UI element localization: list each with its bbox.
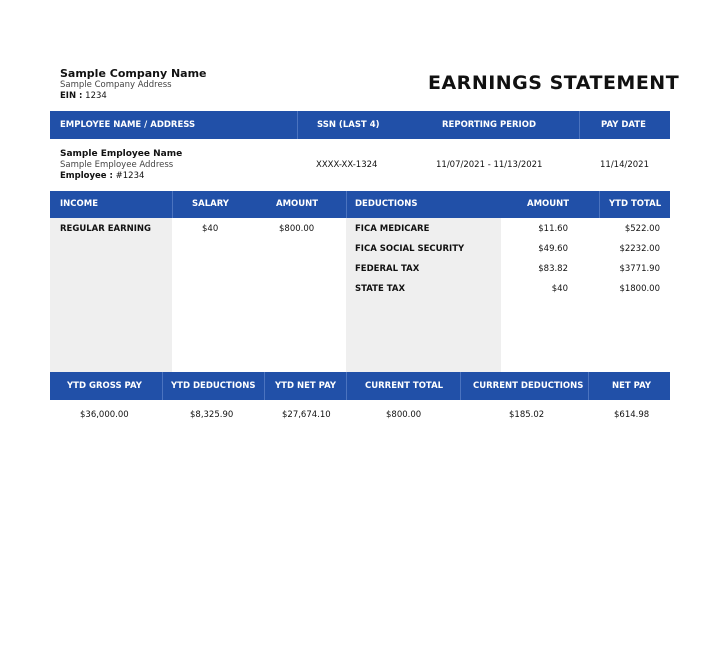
col-income: INCOME xyxy=(60,199,99,209)
employee-id-label: Employee : xyxy=(60,171,113,181)
deduction-ytd: $3771.90 xyxy=(619,264,660,274)
deductions-column-background xyxy=(346,218,501,372)
col-net-pay: NET PAY xyxy=(612,381,652,391)
col-salary: SALARY xyxy=(192,199,229,209)
col-current-deductions: CURRENT DEDUCTIONS xyxy=(473,381,584,391)
ein-label: EIN : xyxy=(60,91,83,101)
divider xyxy=(162,372,163,400)
col-ssn: SSN (LAST 4) xyxy=(317,120,380,130)
col-employee-name-address: EMPLOYEE NAME / ADDRESS xyxy=(60,120,196,130)
income-label: REGULAR EARNING xyxy=(60,224,152,234)
company-address: Sample Company Address xyxy=(60,80,172,90)
employee-address: Sample Employee Address xyxy=(60,160,174,170)
deduction-ytd: $2232.00 xyxy=(619,244,660,254)
col-current-total: CURRENT TOTAL xyxy=(365,381,444,391)
employee-id xyxy=(60,171,182,182)
divider xyxy=(579,111,580,139)
ytd-deductions-value: $8,325.90 xyxy=(190,410,234,420)
divider xyxy=(172,191,173,218)
company-ein xyxy=(60,91,207,102)
ytd-net-pay-value: $27,674.10 xyxy=(282,410,331,420)
deduction-label: FICA SOCIAL SECURITY xyxy=(355,244,465,254)
earnings-header-bar xyxy=(50,191,670,218)
statement-title: EARNINGS STATEMENT xyxy=(428,72,680,94)
col-deduction-amount: AMOUNT xyxy=(527,199,570,209)
col-ytd-total: YTD TOTAL xyxy=(609,199,662,209)
divider xyxy=(460,372,461,400)
divider xyxy=(599,191,600,218)
employee-ssn: XXXX-XX-1324 xyxy=(316,160,378,170)
deduction-amount: $83.82 xyxy=(538,264,568,274)
col-ytd-deductions: YTD DEDUCTIONS xyxy=(171,381,256,391)
deduction-label: STATE TAX xyxy=(355,284,406,294)
divider xyxy=(588,372,589,400)
col-amount: AMOUNT xyxy=(276,199,319,209)
ytd-gross-pay-value: $36,000.00 xyxy=(80,410,129,420)
employee-header-bar xyxy=(50,111,670,139)
col-reporting-period: REPORTING PERIOD xyxy=(442,120,537,130)
employee-name: Sample Employee Name xyxy=(60,149,183,159)
summary-header-bar xyxy=(50,372,670,400)
divider xyxy=(264,372,265,400)
col-deductions: DEDUCTIONS xyxy=(355,199,418,209)
employee-info xyxy=(60,149,182,182)
divider xyxy=(346,191,347,218)
deduction-ytd: $522.00 xyxy=(624,224,660,234)
col-pay-date: PAY DATE xyxy=(601,120,646,130)
income-salary: $40 xyxy=(202,224,219,234)
current-total-value: $800.00 xyxy=(386,410,422,420)
deduction-amount: $11.60 xyxy=(538,224,568,234)
deduction-amount: $49.60 xyxy=(538,244,568,254)
company-name: Sample Company Name xyxy=(60,67,207,80)
net-pay-value: $614.98 xyxy=(614,410,650,420)
deduction-amount: $40 xyxy=(551,284,568,294)
income-amount: $800.00 xyxy=(279,224,315,234)
col-ytd-net-pay: YTD NET PAY xyxy=(275,381,337,391)
income-column-background xyxy=(50,218,172,372)
col-ytd-gross-pay: YTD GROSS PAY xyxy=(67,381,142,391)
employee-pay-date: 11/14/2021 xyxy=(600,160,649,170)
employee-id-value: #1234 xyxy=(115,171,145,181)
ein-value: 1234 xyxy=(85,91,107,101)
company-info xyxy=(60,67,207,102)
deduction-label: FEDERAL TAX xyxy=(355,264,420,274)
deduction-ytd: $1800.00 xyxy=(619,284,660,294)
deduction-label: FICA MEDICARE xyxy=(355,224,430,234)
divider xyxy=(346,372,347,400)
current-deductions-value: $185.02 xyxy=(509,410,545,420)
divider xyxy=(297,111,298,139)
employee-reporting-period: 11/07/2021 - 11/13/2021 xyxy=(436,160,543,170)
